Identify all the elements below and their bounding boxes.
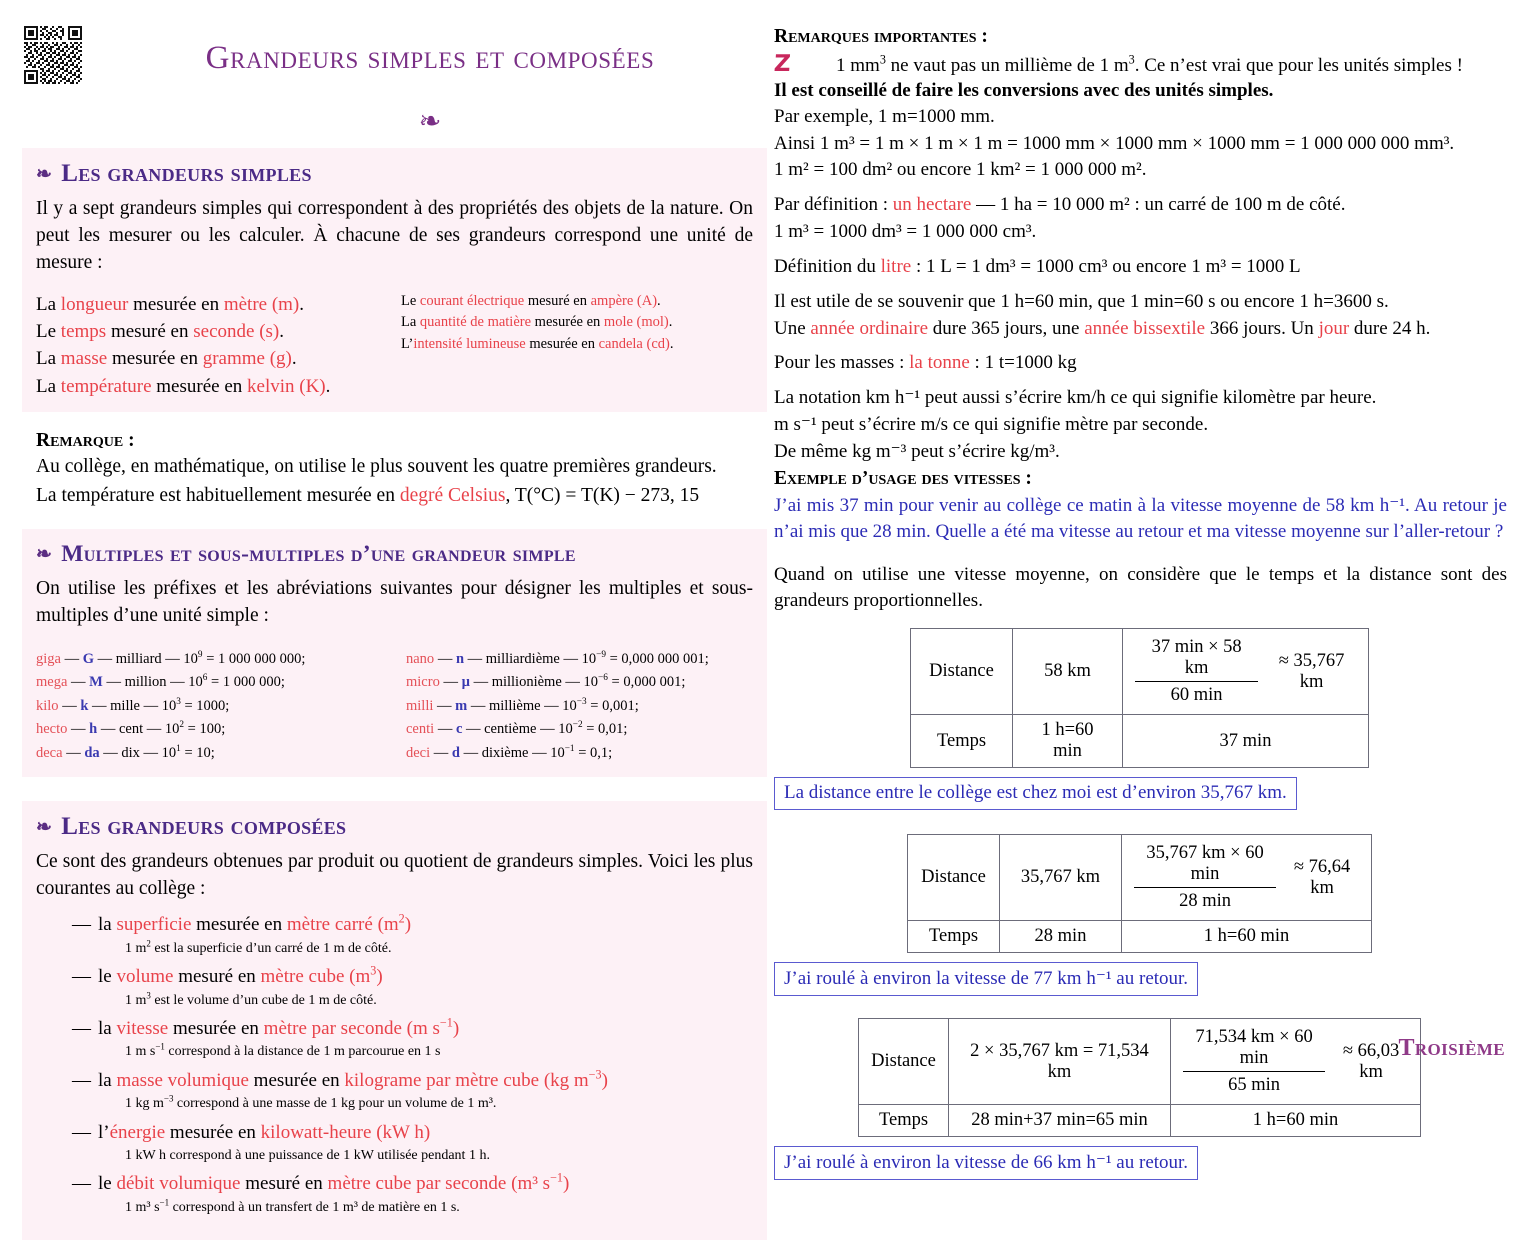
prefix-row: milli — m — millième — $10^{-3} = 0,001$; <box>406 696 639 714</box>
answer-box-2: J’ai roulé à environ la vitesse de 77 km h⁻¹ au retour. <box>774 962 1198 996</box>
dangerous-bend-icon: Z <box>773 51 792 77</box>
section-multiples <box>22 529 767 777</box>
time-value: 28 min <box>1000 921 1122 953</box>
m3-line: 1 m³ = 1000 dm³ = 1 000 000 cm³. <box>774 221 1037 243</box>
quantity-name: débit volumique <box>116 1173 241 1195</box>
quantity-name: courant électrique <box>419 292 525 309</box>
row-label-temps: Temps <box>908 921 1000 953</box>
section-heading-simple <box>36 160 753 188</box>
prefix-row: mega — M — million — $10^6 = 1$ 000 000; <box>36 673 285 691</box>
unit-name: mètre (m) <box>223 293 300 315</box>
quantity-name: temps <box>60 321 107 343</box>
composed-quantity-list <box>72 913 753 1217</box>
quantity-line: Le courant électrique mesuré en ampère (A). <box>401 292 661 309</box>
item-dash: — <box>72 1173 91 1195</box>
day-term: jour <box>1318 317 1350 339</box>
prefix-table <box>36 648 753 765</box>
proportionality-table-1-wrap <box>772 628 1507 768</box>
list-item: — l’énergie mesurée en kilowatt-heure (kW h) 1 kW h correspond à une puissance de 1 kW utilisée pendant 1 h. <box>72 1121 753 1166</box>
fraction-result: ≈ 76,64 km <box>1293 856 1351 898</box>
proportionality-table-3-wrap <box>772 1018 1507 1137</box>
leap-year-term: année bissextile <box>1084 317 1206 339</box>
item-note: 1 kW h correspond à une puissance de 1 kW utilisée pendant 1 h. <box>125 1148 490 1164</box>
list-item: — la superficie mesurée en mètre carré $(m^2)$ 1 $m^2$ est la superficie d’un carré de 1 m de côté. <box>72 913 753 958</box>
advice-bold-line: Il est conseillé de faire les conversions avec des unités simples. <box>774 79 1274 101</box>
distance-computation <box>1171 1019 1421 1105</box>
section-heading-multiples-label: Multiples et sous-multiples d’une grandeur simple <box>61 540 576 567</box>
time-result: 1 h=60 min <box>1171 1105 1421 1137</box>
notation-line-2: m s⁻¹ peut s’écrire m/s ce qui signifie mètre par seconde. <box>774 414 1209 436</box>
distance-value: 2 × 35,767 km = 71,534 km <box>949 1019 1171 1105</box>
time-result: 37 min <box>1123 715 1369 768</box>
item-dash: — <box>72 965 91 987</box>
quantities-columns <box>36 291 753 400</box>
remark-title: Remarque : <box>36 430 135 452</box>
quantity-name: température <box>60 375 152 397</box>
ordinary-year-term: année ordinaire <box>810 317 929 339</box>
section-heading-multiples <box>36 541 753 568</box>
item-note: 1 $m^3$ est le volume d’un cube de 1 m de côté. <box>125 989 377 1008</box>
quantity-line: La quantité de matière mesurée en mole (mol). <box>401 314 673 331</box>
table-row <box>859 1105 1421 1137</box>
answer-box-3: J’ai roulé à environ la vitesse de 66 km h⁻¹ au retour. <box>774 1146 1198 1180</box>
proportional-note: Quand on utilise une vitesse moyenne, on considère que le temps et la distance sont des grandeurs proportionnelles. <box>774 564 1507 612</box>
unit-name: mole (mol) <box>603 314 669 331</box>
unit-name: ampère (A) <box>590 292 658 309</box>
quantity-name: vitesse <box>116 1017 169 1039</box>
quantity-line: Le temps mesuré en seconde (s). <box>36 321 284 343</box>
notation-line-3: De même kg m⁻³ peut s’écrire kg/m³. <box>774 440 1060 462</box>
item-dash: — <box>72 1017 91 1039</box>
row-label-temps: Temps <box>911 715 1013 768</box>
table-row <box>911 715 1369 768</box>
quantities-col-left <box>36 291 391 400</box>
item-dash: — <box>72 914 91 936</box>
proportionality-table-2 <box>907 834 1372 953</box>
unit-name: mètre carré $(m^2)$ <box>286 911 412 936</box>
time-line: Il est utile de se souvenir que 1 h=60 min, que 1 min=60 s ou encore 1 h=3600 s. <box>774 290 1389 312</box>
unit-name: kilowatt-heure (kW h) <box>260 1121 431 1143</box>
fraction-numerator: 37 min × 58 km <box>1135 637 1258 682</box>
litre-term: litre <box>880 255 912 277</box>
remarks-title: Remarques importantes : <box>774 26 988 47</box>
quantity-name: volume <box>116 965 174 987</box>
remark-line-2: La température est habituellement mesurée en degré Celsius, T(°C) = T(K) − 273, 15 <box>36 485 700 507</box>
section-heading-composed <box>36 813 753 841</box>
prefix-row: nano — n — milliardième — $10^{-9} = 0,000$ 000 001; <box>406 649 709 667</box>
leaf-ornament-icon: ❧ <box>36 543 53 565</box>
section-heading-composed-label: Les grandeurs composées <box>61 813 347 841</box>
quantity-name: quantité de matière <box>419 314 532 331</box>
page-title: Grandeurs simples et composées <box>205 40 655 76</box>
table-row <box>908 921 1372 953</box>
page-footer-level: Troisième <box>1398 1035 1505 1061</box>
unit-name: candela (cd) <box>598 336 670 353</box>
item-dash: — <box>72 1121 91 1143</box>
quantity-name: masse <box>60 348 108 370</box>
quantity-line: La longueur mesurée en mètre (m). <box>36 293 305 315</box>
prefix-col-right <box>406 648 753 765</box>
quantity-line: L’intensité lumineuse mesurée en candela (cd). <box>401 336 674 353</box>
list-item: — le débit volumique mesuré en mètre cube par seconde (m³ $s^{-1}$) 1 m³ $s^{-1}$ correspond à un transfert de 1 m³ de matière en 1 s. <box>72 1172 753 1217</box>
quantity-name: longueur <box>60 293 129 315</box>
distance-computation <box>1123 629 1369 715</box>
speed-question: J’ai mis 37 min pour venir au collège ce matin à la vitesse moyenne de 58 km h⁻¹. Au retour je n’ai mis que 28 min. Quelle a été ma vitesse au retour et ma vitesse moyenne sur l’aller-retour ? <box>774 494 1507 542</box>
speed-example-title: Exemple d’usage des vitesses : <box>774 467 1032 489</box>
quantity-name: énergie <box>109 1121 166 1143</box>
tonne-term: la tonne <box>909 352 970 374</box>
hectare-term: un hectare <box>892 194 972 216</box>
unit-name: mètre cube par seconde (m³ $s^{-1}$) <box>327 1171 570 1195</box>
distance-value: 58 km <box>1013 629 1123 715</box>
litre-line: Définition du litre : 1 L = 1 dm³ = 1000 cm³ ou encore 1 m³ = 1000 L <box>774 255 1301 277</box>
warning-line: Z 1 $mm^3$ ne vaut pas un millième de 1 $m^3$. Ce n’est vrai que pour les unités simples ! <box>773 51 1463 77</box>
section-grandeurs-composees <box>22 801 767 1240</box>
time-value: 28 min+37 min=65 min <box>949 1105 1171 1137</box>
item-note: 1 $m^2$ est la superficie d’un carré de 1 m de côté. <box>125 938 392 956</box>
unit-name: seconde (s) <box>193 321 280 343</box>
list-item: — la vitesse mesurée en mètre par seconde (m $s^{-1}$) 1 m $s^{-1}$ correspond à la distance de 1 m parcourue en 1 s <box>72 1017 753 1062</box>
quantity-name: superficie <box>116 914 192 936</box>
celsius-term: degré Celsius <box>399 485 506 507</box>
title-ornament-icon: ❧ <box>418 106 442 136</box>
fraction-result: ≈ 35,767 km <box>1278 650 1345 692</box>
remark-block <box>36 430 767 510</box>
fraction-denominator: 60 min <box>1170 685 1223 706</box>
prefix-row: deci — d — dixième — $10^{-1} = 0,1$; <box>406 743 613 761</box>
hectare-line: Par définition : un hectare — 1 ha = 10 000 m² : un carré de 100 m de côté. <box>774 194 1346 216</box>
remark-line-1: Au collège, en mathématique, on utilise le plus souvent les quatre premières grandeurs. <box>36 456 717 478</box>
fraction-numerator: 35,767 km × 60 min <box>1134 843 1276 888</box>
fraction-denominator: 28 min <box>1179 891 1231 912</box>
notation-line-1: La notation km h⁻¹ peut aussi s’écrire km/h ce qui signifie kilomètre par heure. <box>774 387 1377 409</box>
distance-value: 35,767 km <box>1000 835 1122 921</box>
quantity-name: intensité lumineuse <box>413 336 526 353</box>
item-note: 1 m³ $s^{-1}$ correspond à un transfert de 1 m³ de matière en 1 s. <box>125 1197 460 1216</box>
distance-computation <box>1122 835 1372 921</box>
m2-line: 1 m² = 100 dm² ou encore 1 km² = 1 000 000 m². <box>774 159 1147 181</box>
proportionality-table-2-wrap <box>772 834 1507 953</box>
unit-name: mètre par seconde (m $s^{-1}$) <box>263 1015 460 1039</box>
prefix-row: centi — c — centième — $10^{-2} = 0,01$; <box>406 720 628 738</box>
item-note: 1 m $s^{-1}$ correspond à la distance de 1 m parcourue en 1 s <box>125 1041 441 1060</box>
proportionality-table-3 <box>858 1018 1421 1137</box>
table-row <box>911 629 1369 715</box>
left-column <box>22 0 767 1240</box>
section-multiples-intro: On utilise les préfixes et les abréviations suivantes pour désigner les multiples et sous-multiples d’une unité simple : <box>36 577 753 626</box>
quantity-line: La température mesurée en kelvin (K). <box>36 375 331 397</box>
leaf-ornament-icon: ❧ <box>36 163 53 185</box>
ainsi-line: Ainsi 1 m³ = 1 m × 1 m × 1 m = 1000 mm × 1000 mm × 1000 mm = 1 000 000 000 mm³. <box>774 132 1455 154</box>
prefix-row: micro — µ — millionième — $10^{-6} = 0,000$ 001; <box>406 673 686 691</box>
fraction-denominator: 65 min <box>1228 1075 1280 1096</box>
table-row <box>908 835 1372 921</box>
right-column <box>772 26 1507 1180</box>
unit-name: mètre cube $(m^3)$ <box>260 963 383 987</box>
list-item: — le volume mesuré en mètre cube $(m^3)$ 1 $m^3$ est le volume d’un cube de 1 m de côté. <box>72 965 753 1010</box>
quantities-col-right <box>401 291 753 400</box>
fraction-result: ≈ 66,03 km <box>1342 1040 1400 1082</box>
item-dash: — <box>72 1069 91 1091</box>
item-note: 1 kg $m^{-3}$ correspond à une masse de 1 kg pour un volume de 1 m³. <box>125 1093 497 1112</box>
quantity-line: La masse mesurée en gramme (g). <box>36 348 297 370</box>
prefix-row: deca — da — dix — $10^1 = 10$; <box>36 743 215 761</box>
year-line: Une année ordinaire dure 365 jours, une année bissextile 366 jours. Un jour dure 24 h. <box>774 317 1431 339</box>
unit-name: gramme (g) <box>202 348 292 370</box>
unit-name: kelvin (K) <box>247 375 326 397</box>
list-item: — la masse volumique mesurée en kilograme par mètre cube (kg $m^{-3}$) 1 kg $m^{-3}$ correspond à une masse de 1 kg pour un volume de 1 m³. <box>72 1069 753 1114</box>
time-result: 1 h=60 min <box>1122 921 1372 953</box>
fraction-numerator: 71,534 km × 60 min <box>1183 1027 1325 1072</box>
prefix-col-left <box>36 648 406 765</box>
unit-name: kilograme par mètre cube (kg $m^{-3}$) <box>344 1067 608 1091</box>
prefix-row: hecto — h — cent — $10^2 = 100$; <box>36 720 226 738</box>
section-grandeurs-simples <box>22 148 767 412</box>
answer-box-1: La distance entre le collège est chez moi est d’environ 35,767 km. <box>774 777 1297 810</box>
proportionality-table-1 <box>910 628 1369 768</box>
row-label-distance: Distance <box>911 629 1013 715</box>
section-simple-intro: Il y a sept grandeurs simples qui correspondent à des propriétés des objets de la nature. On peut les mesurer ou les calculer. À chacune de ses grandeurs correspond une unité de mesure : <box>36 198 753 273</box>
section-heading-simple-label: Les grandeurs simples <box>61 160 312 187</box>
example-line: Par exemple, 1 m=1000 mm. <box>774 105 995 127</box>
leaf-ornament-icon: ❧ <box>36 816 53 838</box>
table-row <box>859 1019 1421 1105</box>
prefix-row: giga — G — milliard — $10^9 = 1$ 000 000 000; <box>36 649 306 667</box>
section-composed-intro: Ce sont des grandeurs obtenues par produit ou quotient de grandeurs simples. Voici les plus courantes au collège : <box>36 851 753 900</box>
row-label-temps: Temps <box>859 1105 949 1137</box>
time-value: 1 h=60 min <box>1013 715 1123 768</box>
quantity-name: masse volumique <box>116 1069 249 1091</box>
row-label-distance: Distance <box>859 1019 949 1105</box>
mass-line: Pour les masses : la tonne : 1 t=1000 kg <box>774 352 1077 374</box>
prefix-row: kilo — k — mille — $10^3 = 1000$; <box>36 696 230 714</box>
row-label-distance: Distance <box>908 835 1000 921</box>
